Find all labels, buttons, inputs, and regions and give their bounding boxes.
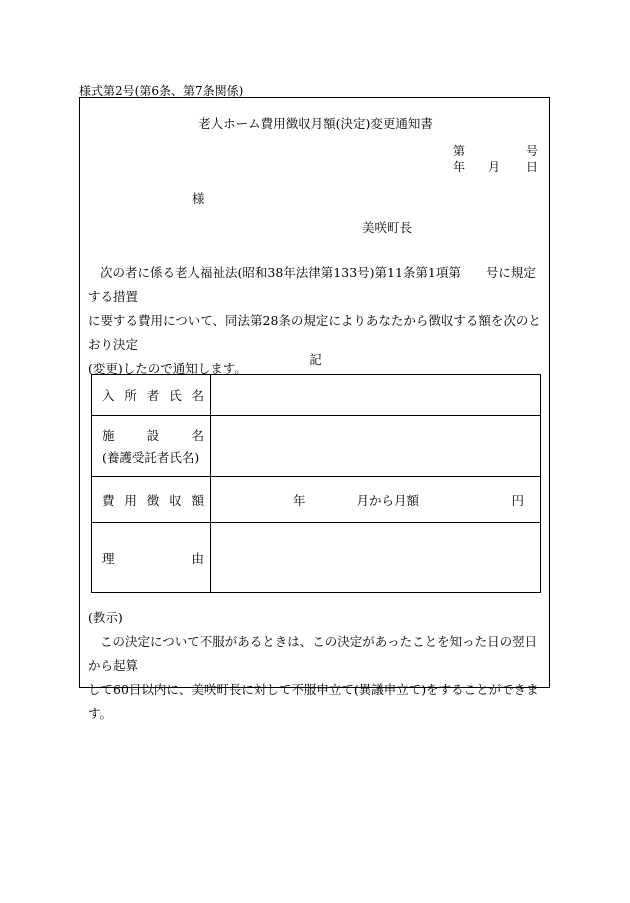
label-char: 入	[102, 388, 115, 403]
issuer-name: 美咲町長	[362, 220, 413, 235]
fee-from-month: 月から月額	[356, 492, 420, 508]
label-char: 設	[146, 428, 160, 443]
label-char: 氏	[169, 388, 182, 403]
ki-heading: 記	[309, 352, 322, 367]
table-row-fee	[92, 477, 541, 523]
addressee-suffix: 様	[192, 191, 205, 206]
facility-label	[92, 416, 211, 477]
notes-section	[88, 606, 548, 726]
label-char: 由	[191, 550, 204, 566]
label-char: 額	[191, 492, 204, 508]
notes-line-1: この決定について不服があるときは、この決定があったことを知った日の翌日から起算	[88, 634, 538, 673]
document-title: 老人ホーム費用徴収月額(決定)変更通知書	[198, 116, 433, 131]
notes-line-2: して60日以内に、美咲町長に対して不服申立て(異議申立て)をすることができます。	[88, 682, 539, 721]
reason-field[interactable]	[211, 523, 541, 593]
label-char: 費	[102, 492, 115, 508]
notes-heading: (教示)	[88, 610, 123, 625]
body-line-2: に要する費用について、同法第28条の規定によりあなたから徴収する額を次のとおり決定	[88, 313, 541, 352]
label-char: 用	[124, 492, 137, 508]
resident-name-field[interactable]	[211, 375, 541, 416]
reason-label	[92, 523, 211, 593]
date-year: 年	[453, 160, 466, 174]
label-char: 名	[191, 388, 204, 403]
table-row-facility	[92, 416, 541, 477]
number-dai: 第	[453, 144, 466, 158]
fee-field[interactable]	[211, 477, 541, 523]
facility-sublabel: (養護受託者氏名)	[102, 450, 200, 465]
label-char: 徴	[146, 492, 160, 508]
label-char: 収	[169, 492, 182, 508]
label-char: 名	[191, 428, 204, 443]
body-line-1: 次の者に係る老人福祉法(昭和38年法律第133号)第11条第1項第 号に規定する措置	[88, 265, 536, 304]
form-number-label: 様式第2号(第6条、第7条関係)	[79, 84, 244, 98]
date-month: 月	[488, 160, 501, 174]
body-line-3: (変更)したので通知します。	[88, 361, 247, 376]
table-row-reason	[92, 523, 541, 593]
document-frame	[79, 97, 550, 721]
resident-name-label	[92, 375, 211, 416]
label-char: 所	[124, 388, 137, 403]
label-char: 者	[146, 388, 160, 403]
date-day: 日	[526, 160, 539, 174]
fee-year: 年	[293, 492, 306, 508]
label-char: 理	[102, 550, 115, 566]
table-row-resident	[92, 375, 541, 416]
info-table	[91, 374, 541, 593]
facility-field[interactable]	[211, 416, 541, 477]
label-char: 施	[102, 428, 115, 443]
fee-yen: 円	[511, 492, 524, 508]
number-go: 号	[526, 144, 539, 158]
fee-label	[92, 477, 211, 523]
